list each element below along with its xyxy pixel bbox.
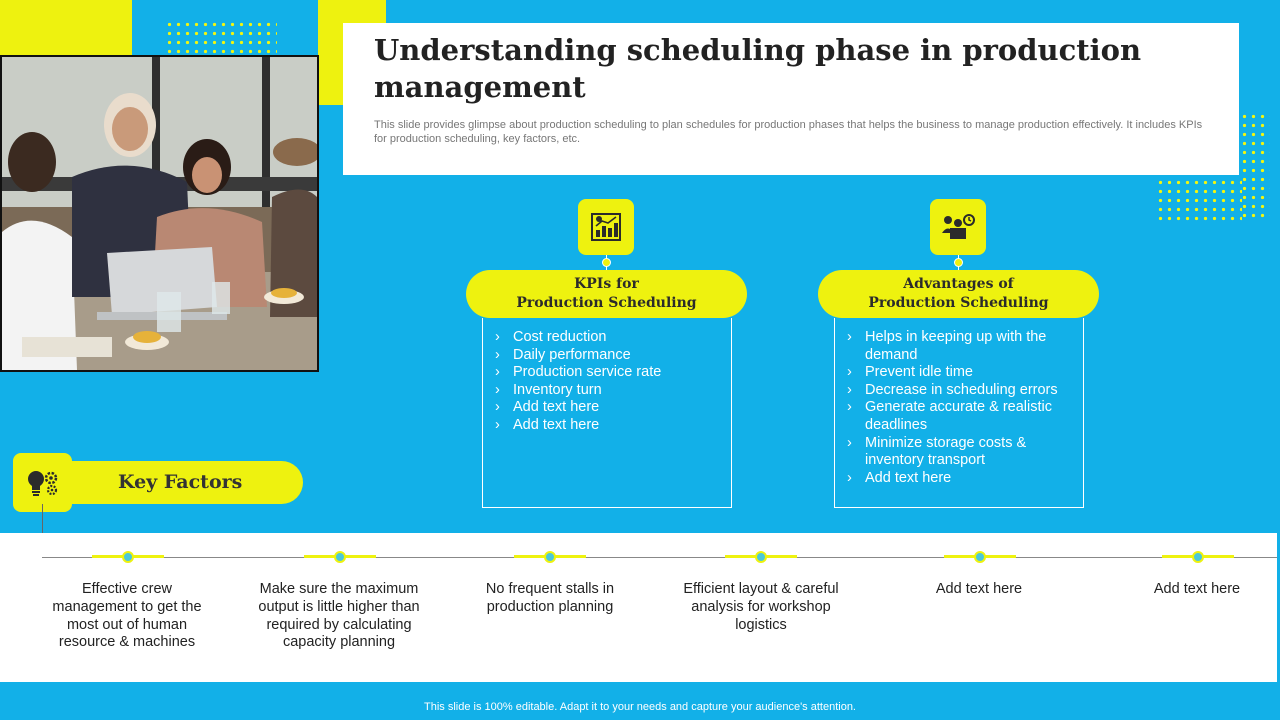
footer-note: This slide is 100% editable. Adapt it to your needs and capture your audience's attention.: [424, 701, 856, 713]
presenter-icon: [930, 199, 986, 255]
list-item: › Daily performance: [493, 347, 723, 365]
list-item: › Prevent idle time: [845, 364, 1077, 382]
page-subtitle: This slide provides glimpse about production scheduling to plan schedules for production phases that helps the business to manage production effectively. It includes KPIs for production scheduling, key factors, etc.: [374, 119, 1203, 145]
timeline-line: [42, 557, 1277, 558]
key-factor-text: No frequent stalls in production planning: [485, 581, 615, 615]
kpis-heading-line2: Production Scheduling: [516, 295, 697, 311]
advantages-list: [845, 329, 1077, 487]
list-item: › Minimize storage costs & inventory transport: [845, 435, 1077, 470]
connector-node: [954, 258, 963, 267]
decorative-dot-grid: [1240, 112, 1270, 222]
page-title: Understanding scheduling phase in production management: [374, 33, 1142, 104]
list-item: › Decrease in scheduling errors: [845, 382, 1077, 400]
kpis-list: [493, 329, 723, 435]
chart-icon: [578, 199, 634, 255]
key-factor-text: Effective crew management to get the most out of human resource & machines: [52, 581, 202, 651]
timeline-dot: [334, 551, 346, 563]
list-item: › Inventory turn: [493, 382, 723, 400]
key-factor-text: Efficient layout & careful analysis for workshop logistics: [683, 581, 839, 633]
connector-node: [602, 258, 611, 267]
key-factors-label: Key Factors: [118, 471, 243, 493]
list-item: › Add text here: [493, 417, 723, 435]
timeline-dot: [974, 551, 986, 563]
list-item: › Add text here: [493, 399, 723, 417]
key-factor-text: Make sure the maximum output is little higher than required by calculating capacity planning: [258, 581, 420, 651]
timeline-dot: [122, 551, 134, 563]
decorative-dot-grid: [1156, 178, 1242, 224]
team-photo: [0, 55, 319, 372]
timeline-dot: [544, 551, 556, 563]
decorative-yellow-block: [0, 0, 132, 55]
list-item: › Generate accurate & realistic deadlines: [845, 399, 1077, 434]
list-item: › Cost reduction: [493, 329, 723, 347]
decorative-dot-grid: [165, 20, 277, 56]
timeline-dot: [1192, 551, 1204, 563]
list-item: › Helps in keeping up with the demand: [845, 329, 1077, 364]
advantages-heading-line1: Advantages of: [903, 276, 1014, 292]
list-item: › Production service rate: [493, 364, 723, 382]
advantages-heading-line2: Production Scheduling: [868, 295, 1049, 311]
list-item: › Add text here: [845, 470, 1077, 488]
kpis-heading-pill: [466, 270, 747, 318]
kpis-heading-line1: KPIs for: [574, 276, 639, 292]
advantages-heading-pill: [818, 270, 1099, 318]
timeline-dot: [755, 551, 767, 563]
key-factor-text: Add text here: [1153, 581, 1241, 597]
key-factor-text: Add text here: [935, 581, 1023, 597]
